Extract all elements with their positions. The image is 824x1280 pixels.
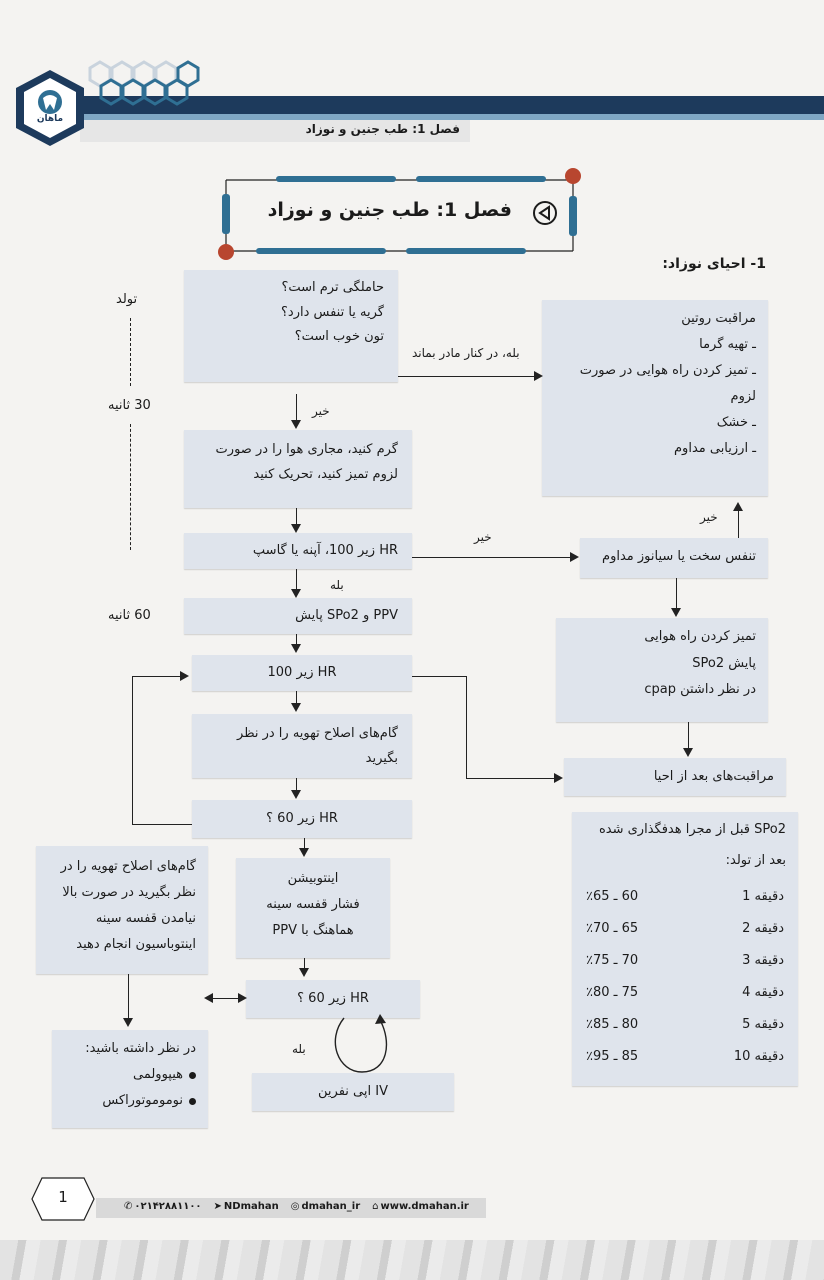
- no-label-2: خیر: [474, 530, 492, 544]
- labored-breathing-box: [580, 538, 768, 578]
- section-title: 1- احیای نوزاد:: [662, 256, 766, 272]
- connector: [466, 676, 467, 778]
- spo2-subtitle: بعد از تولد:: [725, 852, 786, 868]
- intub-line: هماهنگ با PPV: [272, 923, 354, 938]
- spo2-target-table: [572, 812, 798, 1086]
- consider-item: [64, 1062, 196, 1088]
- connector: [688, 722, 689, 750]
- hr60-text-2: HR زیر 60 ؟: [297, 991, 369, 1006]
- spo2-row: [572, 945, 798, 977]
- connector: [466, 778, 556, 779]
- consider-title: در نظر داشته باشید:: [85, 1041, 196, 1056]
- iv-text: IV اپی نفرین: [318, 1084, 388, 1099]
- yes-stay-label: بله، در کنار مادر بماند: [412, 346, 520, 360]
- chapter-title: فصل 1: طب جنین و نوزاد: [267, 199, 512, 221]
- connector-arrow: [534, 371, 543, 381]
- connector-arrow: [291, 524, 301, 533]
- ppv-spo2-box: [184, 598, 412, 634]
- logo-text: ماهان: [36, 114, 64, 124]
- initial-assessment-box: [184, 270, 398, 382]
- spo2-minute: دقیقه 5: [742, 1017, 784, 1033]
- connector: [296, 394, 297, 422]
- intubation-box: [236, 858, 390, 958]
- chapter-arrow-icon: [532, 200, 558, 226]
- hr-under-100-box: [192, 655, 412, 691]
- connector-arrow: [123, 1018, 133, 1027]
- warm-line: گرم کنید، مجاری هوا را در صورت: [215, 442, 398, 457]
- warm-stimulate-box: [184, 430, 412, 508]
- routine-care-box: [542, 300, 768, 496]
- bullet-icon: [189, 1072, 196, 1079]
- timeline-60sec: 60 ثانیه: [108, 608, 151, 623]
- connector-arrow: [291, 790, 301, 799]
- routine-item: ـ تهیه گرما: [699, 337, 756, 352]
- connector-arrow: [291, 703, 301, 712]
- running-title: فصل 1: طب جنین و نوزاد: [305, 122, 460, 136]
- connector-arrow: [291, 589, 301, 598]
- ventilation-correction-box: [192, 714, 412, 778]
- ppv-text: PPV و SPo2 پایش: [295, 608, 398, 623]
- labored-text: تنفس سخت یا سیانوز مداوم: [602, 549, 756, 564]
- assessment-q2: گریه یا تنفس دارد؟: [281, 304, 384, 320]
- timeline-birth: تولد: [116, 292, 138, 307]
- footer-telegram: NDmahan: [223, 1201, 279, 1212]
- connector: [132, 676, 133, 824]
- web-icon: ⌂: [372, 1201, 379, 1212]
- connector: [296, 569, 297, 591]
- footer-phone: ۰۲۱۴۲۸۸۱۱۰۰: [134, 1201, 202, 1212]
- side-line: گام‌های اصلاح تهویه را در: [60, 859, 196, 874]
- side-line: اینتوباسیون انجام دهید: [76, 937, 196, 952]
- connector: [412, 676, 466, 677]
- connector: [132, 824, 192, 825]
- consider-item-text: نوموموتوراکس: [102, 1093, 183, 1108]
- footer-instagram: dmahan_ir: [301, 1201, 361, 1212]
- spo2-row: [572, 881, 798, 913]
- decorative-hexagons: [80, 58, 210, 108]
- spo2-range: 60 ـ 65٪: [586, 889, 639, 905]
- connector: [398, 376, 536, 377]
- connector-arrow: [733, 502, 743, 511]
- spo2-row: [572, 1009, 798, 1041]
- clear-airway-box: [556, 618, 768, 722]
- footer-contacts: [124, 1201, 469, 1212]
- connector-arrow: [299, 848, 309, 857]
- yes-label-1: بله: [330, 578, 344, 592]
- connector-arrow: [570, 552, 579, 562]
- connector-arrow: [291, 420, 301, 429]
- clear-line: در نظر داشتن cpap: [644, 682, 756, 698]
- connector-arrow: [299, 968, 309, 977]
- bullet-icon: [189, 1098, 196, 1105]
- spo2-range: 85 ـ 95٪: [586, 1049, 639, 1065]
- connector: [128, 974, 129, 1020]
- warm-line: لزوم تمیز کنید، تحریک کنید: [253, 466, 398, 482]
- connector-arrow: [671, 608, 681, 617]
- spo2-title: SPo2 قبل از مجرا هدفگذاری شده: [598, 822, 786, 837]
- assessment-q1: حاملگی ترم است؟: [281, 280, 384, 295]
- routine-title: مراقبت روتین: [681, 311, 756, 326]
- connector-arrow: [291, 644, 301, 653]
- connector-arrow: [238, 993, 247, 1003]
- timeline-30sec: 30 ثانیه: [108, 398, 151, 413]
- consider-item: [64, 1088, 196, 1114]
- connector-arrow: [554, 773, 563, 783]
- timeline-dash-1: [130, 318, 131, 386]
- page-number: 1: [58, 1188, 68, 1206]
- logo-hexagon: [10, 68, 90, 148]
- connector: [738, 508, 739, 538]
- hr-apnea-box: [184, 533, 412, 569]
- phone-icon: ✆: [124, 1201, 133, 1212]
- clear-line: پایش SPo2: [692, 655, 756, 671]
- spo2-range: 75 ـ 80٪: [586, 985, 639, 1001]
- consider-item-text: هیپوولمی: [132, 1067, 183, 1082]
- post-text: مراقبت‌های بعد از احیا: [653, 769, 774, 784]
- intub-line: فشار قفسه سینه: [266, 897, 360, 912]
- hr60-text: HR زیر 60 ؟: [266, 811, 338, 826]
- footer-website: www.dmahan.ir: [380, 1201, 469, 1212]
- spo2-range: 80 ـ 85٪: [586, 1017, 639, 1033]
- connector-arrow: [683, 748, 693, 757]
- connector: [412, 557, 572, 558]
- spo2-minute: دقیقه 3: [742, 953, 784, 969]
- bottom-pattern: [0, 1240, 824, 1280]
- no-label-3: خیر: [700, 510, 718, 524]
- routine-item: ـ ارزیابی مداوم: [674, 441, 756, 456]
- connector: [132, 676, 182, 677]
- no-label-1: خیر: [312, 404, 330, 418]
- spo2-minute: دقیقه 2: [742, 921, 784, 937]
- spo2-minute: دقیقه 4: [742, 985, 784, 1001]
- connector: [676, 578, 677, 610]
- spo2-range: 70 ـ 75٪: [586, 953, 639, 969]
- post-resuscitation-box: [564, 758, 786, 796]
- timeline-dash-2: [130, 424, 131, 550]
- consider-box: [52, 1030, 208, 1128]
- hr-under-60-box: [192, 800, 412, 838]
- intub-line: اینتوبیشن: [287, 871, 339, 886]
- side-line: نظر بگیرید در صورت بالا: [62, 885, 196, 900]
- instagram-icon: ◎: [290, 1201, 300, 1212]
- routine-item: ـ خشک: [716, 415, 756, 430]
- yes-label-2: بله: [292, 1042, 306, 1056]
- hr100-text: HR زیر 100: [267, 665, 337, 680]
- connector-arrow: [204, 993, 213, 1003]
- spo2-row: [572, 1041, 798, 1073]
- telegram-icon: ➤: [213, 1201, 222, 1212]
- routine-item: ـ تمیز کردن راه هوایی در صورت: [579, 363, 756, 378]
- assessment-q3: تون خوب است؟: [294, 329, 384, 345]
- spo2-range: 65 ـ 70٪: [586, 921, 639, 937]
- connector-arrow: [180, 671, 189, 681]
- hr-apnea-text: HR زیر 100، آپنه یا گاسپ: [252, 543, 398, 558]
- side-line: نیامدن قفسه سینه: [95, 911, 196, 926]
- clear-line: تمیز کردن راه هوایی: [644, 629, 756, 644]
- iv-epinephrine-box: [252, 1073, 454, 1111]
- loop-arrow: [326, 1010, 406, 1080]
- spo2-row: [572, 913, 798, 945]
- spo2-row: [572, 977, 798, 1009]
- side-ventilation-box: [36, 846, 208, 974]
- routine-item: لزوم: [730, 389, 756, 404]
- vent-text: گام‌های اصلاح تهویه را در نظر بگیرید: [237, 726, 398, 766]
- spo2-minute: دقیقه 10: [733, 1049, 784, 1065]
- spo2-minute: دقیقه 1: [742, 889, 784, 905]
